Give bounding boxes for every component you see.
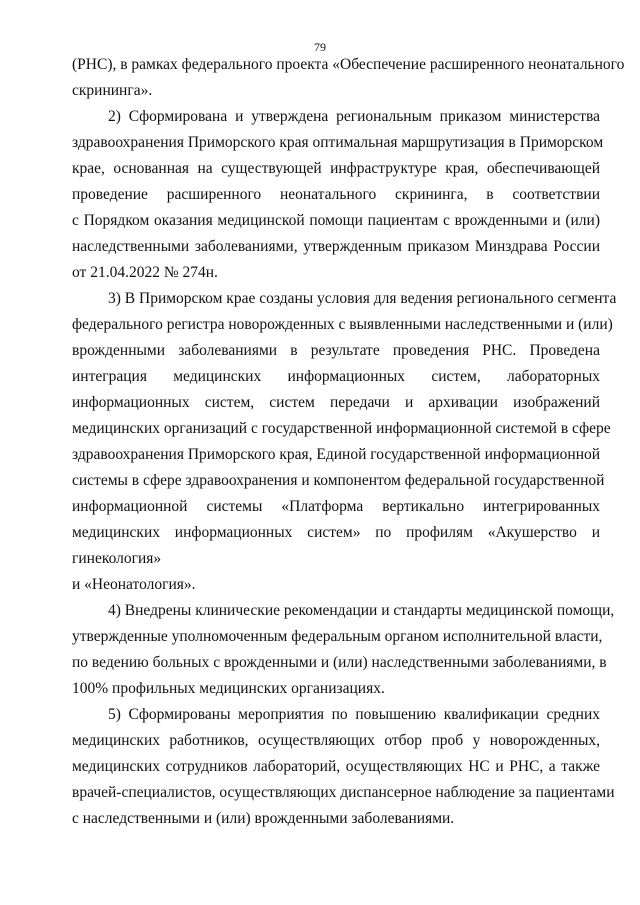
text-line: информационной системы «Платформа вертикально интегрированных (72, 498, 600, 515)
text-line: утвержденные уполномоченным федеральным органом исполнительной власти, (72, 628, 603, 645)
text-line: интеграция медицинских информационных систем, лабораторных (72, 368, 600, 385)
text-line: 5) Сформированы мероприятия по повышению квалификации средних (108, 706, 600, 723)
text-line: наследственными заболеваниями, утвержденным приказом Минздрава России (72, 238, 600, 255)
text-line: гинекология» (72, 550, 162, 567)
text-line: медицинских сотрудников лабораторий, осуществляющих НС и РНС, а также (72, 758, 600, 775)
text-line: по ведению больных с врожденными и (или) наследственными заболеваниями, в (72, 654, 607, 671)
text-line: от 21.04.2022 № 274н. (72, 264, 218, 281)
text-line: врожденными заболеваниями в результате проведения РНС. Проведена (72, 342, 600, 359)
text-line: медицинских информационных систем» по профилям «Акушерство и (72, 524, 600, 541)
text-line: с наследственными и (или) врожденными заболеваниями. (72, 810, 455, 827)
text-line: федерального регистра новорожденных с выявленными наследственными и (или) (72, 316, 613, 333)
text-line: здравоохранения Приморского края, Единой государственной информационной (72, 446, 601, 463)
text-line: (РНС), в рамках федерального проекта «Обеспечение расширенного неонатального (72, 56, 625, 73)
page-number: 79 (314, 40, 326, 54)
text-line: 2) Сформирована и утверждена региональным приказом министерства (108, 108, 600, 125)
text-line: медицинских организаций с государственной информационной системой в сфере (72, 420, 611, 437)
text-line: медицинских работников, осуществляющих отбор проб у новорожденных, (72, 732, 600, 749)
text-line: скрининга». (72, 82, 153, 99)
text-line: 4) Внедрены клинические рекомендации и стандарты медицинской помощи, (108, 602, 615, 619)
text-line: и «Неонатология». (72, 576, 196, 593)
text-line: с Порядком оказания медицинской помощи пациентам с врожденными и (или) (72, 212, 600, 229)
text-line: здравоохранения Приморского края оптимальная маршрутизация в Приморском (72, 134, 604, 151)
text-line: системы в сфере здравоохранения и компонентом федеральной государственной (72, 472, 605, 489)
text-line: крае, основанная на существующей инфраструктуре края, обеспечивающей (72, 160, 600, 177)
text-line: 3) В Приморском крае созданы условия для ведения регионального сегмента (108, 290, 617, 307)
text-line: информационных систем, систем передачи и архивации изображений (72, 394, 600, 411)
text-line: врачей-специалистов, осуществляющих диспансерное наблюдение за пациентами (72, 784, 615, 801)
text-line: 100% профильных медицинских организациях. (72, 680, 385, 697)
text-line: проведение расширенного неонатального скрининга, в соответствии (72, 186, 600, 203)
